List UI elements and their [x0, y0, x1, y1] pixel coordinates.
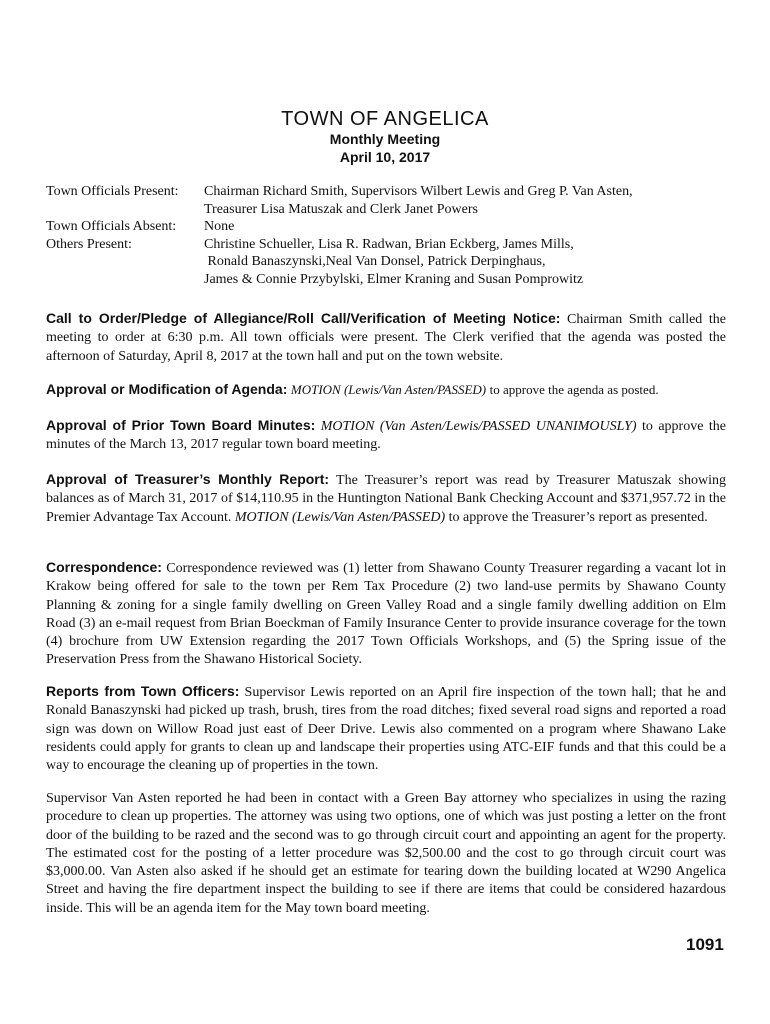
others-present-line-2: Ronald Banaszynski,Neal Van Donsel, Patrick Derpinghaus, — [204, 254, 546, 269]
officials-present-line-2: Treasurer Lisa Matuszak and Clerk Janet Powers — [204, 201, 478, 217]
others-present-row-3 — [46, 271, 736, 289]
officials-present-row-2 — [46, 201, 736, 219]
agenda-heading: Approval or Modification of Agenda: — [46, 381, 288, 397]
call-to-order-section — [46, 309, 726, 366]
van-asten-report-text: Supervisor Van Asten reported he had been in contact with a Green Bay attorney who specializes in using the razing procedure to clean up properties. The attorney was using two options, one of which was just posting a letter on the front door of the building to be razed and the second was to go through circuit court and appointing an agent for the property. The estimated cost for the posting of a letter procedure was $2,500.00 and the cost to go through circuit court was $3,000.00. Van Asten also asked if he should get an estimate for tearing down the building located at W290 Angelica Street and having the fire department inspect the building to see if there are items that could be considered hazardous inside. This will be an agenda item for the May town board meeting. — [46, 791, 726, 916]
correspondence-section — [46, 558, 726, 670]
treasurer-heading: Approval of Treasurer’s Monthly Report: — [46, 471, 330, 487]
reports-heading: Reports from Town Officers: — [46, 683, 240, 699]
treasurer-text-after: to approve the Treasurer’s report as presented. — [448, 509, 708, 525]
treasurer-section — [46, 470, 726, 527]
officials-present-label: Town Officials Present: — [46, 184, 179, 199]
others-present-row — [46, 236, 736, 254]
reports-text: Supervisor Lewis reported on an April fire inspection of the town hall; that he and Ronald Banaszynski had picked up trash, brush, tires from the road ditches; fixed several road signs and reported a road sign was down on Willow Road just east of Deer Drive. Lewis also commented on a program where Shawano Lake residents could apply for grants to clean up and landscape their properties using ATC-EIF funds and that this could be a way to encourage the cleaning up of properties in the town. — [46, 685, 726, 774]
others-present-line-1: Christine Schueller, Lisa R. Radwan, Brian Eckberg, James Mills, — [204, 236, 574, 252]
attendance-block — [46, 183, 736, 288]
officials-absent-label: Town Officials Absent: — [46, 219, 177, 234]
meeting-type: Monthly Meeting — [329, 131, 441, 147]
agenda-text: to approve the agenda as posted. — [489, 382, 659, 397]
others-present-label: Others Present: — [46, 236, 132, 252]
officials-absent-row — [46, 218, 736, 236]
minutes-text: to approve the minutes of the March 13, 2017 regular town board meeting. — [46, 419, 726, 453]
officials-present-line-1: Chairman Richard Smith, Supervisors Wilbert Lewis and Greg P. Van Asten, — [204, 184, 633, 199]
minutes-section — [46, 416, 726, 455]
call-to-order-text: Chairman Smith called the meeting to order at 6:30 p.m. All town officials were present. The Clerk verified that the agenda was posted the afternoon of Saturday, April 8, 2017 at the town hall and put on the town website. — [46, 312, 727, 364]
minutes-heading: Approval of Prior Town Board Minutes: — [46, 417, 316, 433]
officials-absent-value: None — [204, 219, 235, 234]
van-asten-report-section — [46, 790, 726, 918]
treasurer-text: The Treasurer’s report was read by Treasurer Matuszak showing balances as of March 31, 2017 of $14,110.95 in the Huntington National Bank Checking Account and $371,957.72 in the Premier Advantage Tax Account. — [46, 473, 727, 525]
treasurer-motion: MOTION (Lewis/Van Asten/PASSED) — [234, 509, 446, 525]
others-present-row-2 — [46, 253, 736, 271]
meeting-date: April 10, 2017 — [339, 149, 431, 165]
correspondence-heading: Correspondence: — [46, 559, 162, 575]
reports-section — [46, 682, 726, 775]
officials-present-row — [46, 183, 736, 201]
correspondence-text: Correspondence reviewed was (1) letter from Shawano County Treasurer regarding a vacant lot in Krakow being offered for sale to the town per Rem Tax Procedure (2) two land-use permits by Shawano County Planning & zoning for a single family dwelling on Green Valley Road and a single family dwelling addition on Elm Road (3) an e-mail request from Brian Boeckman of Family Insurance Center to provide insurance coverage for the town (4) brochure from UW Extension regarding the 2017 Town Officials Workshops, and (5) the Spring issue of the Preservation Press from the Shawano Historical Society. — [46, 561, 726, 668]
call-to-order-heading: Call to Order/Pledge of Allegiance/Roll Call/Verification of Meeting Notice: — [46, 310, 561, 326]
agenda-section — [46, 380, 726, 400]
document-title: TOWN OF ANGELICA — [281, 108, 489, 130]
agenda-motion: MOTION (Lewis/Van Asten/PASSED) — [290, 382, 487, 397]
page-number: 1091 — [686, 935, 724, 954]
others-present-line-3: James & Connie Przybylski, Elmer Kraning and Susan Pomprowitz — [204, 271, 584, 287]
minutes-motion: MOTION (Van Asten/Lewis/PASSED UNANIMOUSLY) — [320, 419, 637, 434]
